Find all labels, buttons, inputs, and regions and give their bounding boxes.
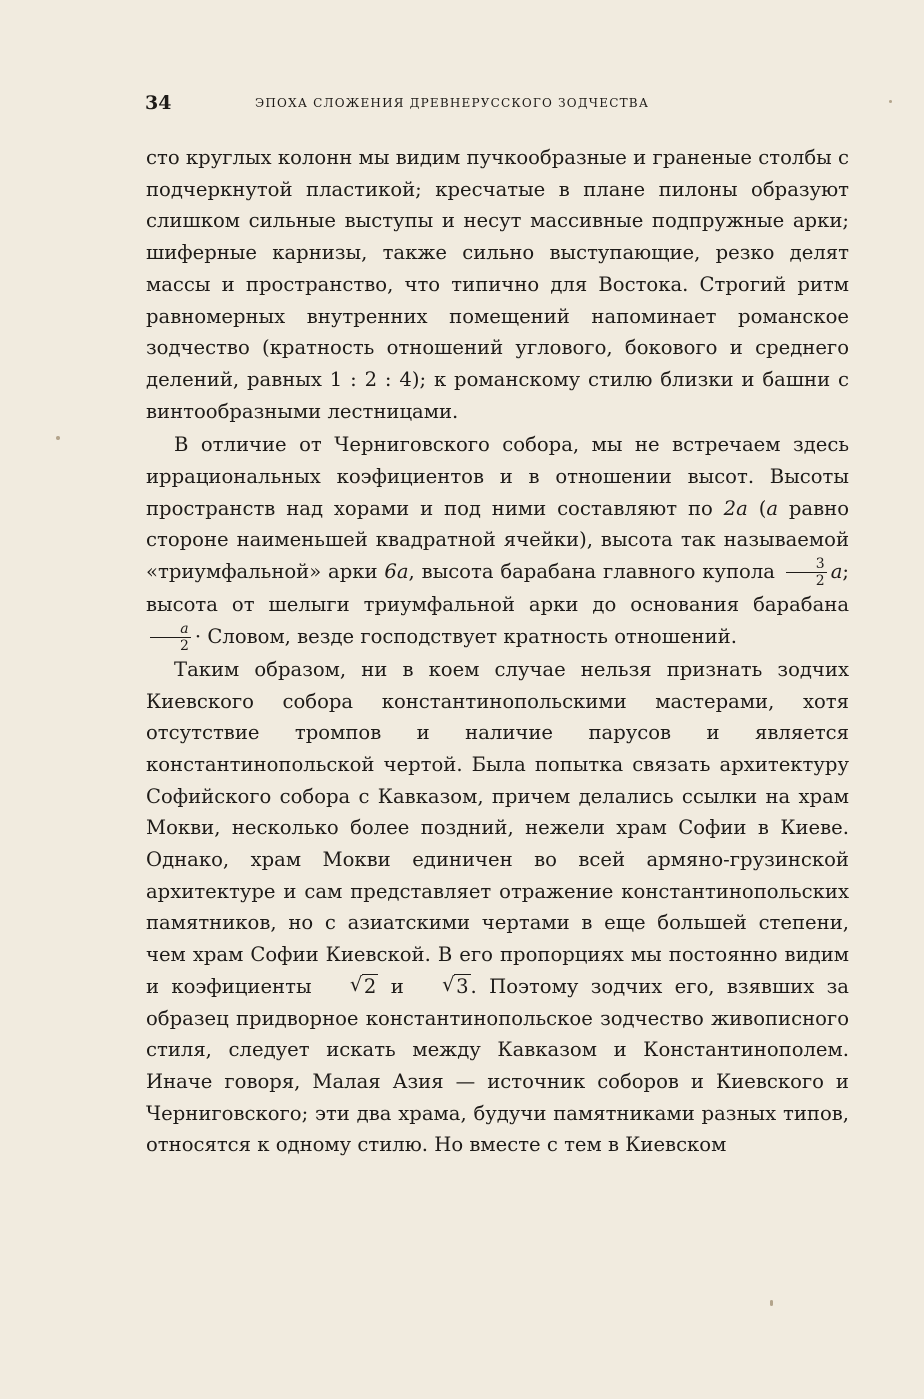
paragraph-2-text-start: В отличие от Черниговского собора, мы не встречаем здесь иррациональных коэфициентов и в отношении высот. Высоты пространств над хорами и под ними составляют по [146, 433, 849, 520]
paragraph-2-text-mid: равно стороне наименьшей квадратной ячейки), высота так называемой «триумфальной» арки [146, 496, 850, 584]
paper-speck [889, 100, 892, 103]
paragraph-2-text-end: · Словом, везде господствует кратность отношений. [194, 624, 737, 648]
sqrt-3-radicand: 3 [456, 974, 469, 998]
paper-speck [770, 1300, 773, 1306]
paper-speck [56, 436, 60, 440]
paragraph-2-text-barabana: , высота барабана главного купола [408, 560, 782, 584]
paragraph-1: сто круглых колонн мы видим пучкообразные и граненые столбы с подчеркнутой пластикой; кресчатые в плане пилоны образуют слишком сильные выступы и несут массивные подпружные арки; шиферные карнизы, также сильно выступающие, резко делят массы и пространство, что типично для Востока. Строгий ритм равномерных внутренних помещений напоминает романское зодчество (кратность отношений углового, бокового и среднего делений, равных 1 : 2 : 4); к романскому стилю близки и башни с винтообразными лестницами. [146, 146, 849, 423]
fraction-2-denominator: 2 [180, 637, 189, 654]
body-text [146, 142, 849, 1161]
fraction-1-denominator: 2 [815, 573, 825, 590]
paragraph-2-text-after-frac1: ; высота от шелыги триумфальной арки до основания барабана [146, 560, 849, 617]
fraction-2-numerator: а [150, 621, 191, 638]
running-head [145, 92, 845, 114]
sqrt-2-symbol [324, 971, 378, 1003]
fraction-1-numerator: 3 [786, 556, 827, 573]
paragraph-3 [146, 654, 849, 1161]
paragraph-2 [146, 429, 849, 654]
value-6a: 6а [384, 560, 409, 584]
fraction-a-halves [150, 621, 191, 654]
page-number: 34 [145, 92, 172, 114]
sqrt-2-radicand: 2 [363, 974, 377, 998]
paragraph-3-text-start: Таким образом, ни в коем случае нельзя признать зодчих Киевского собора константинопольскими мастерами, хотя отсутствие тромпов и наличие парусов и является константинопольской чертой. Была попытка связать архитектуру Софийского собора с Кавказом, причем делались ссылки на храм Мокви, несколько более поздний, нежели храм Софии в Киеве. Однако, храм Мокви единичен во всей армяно-грузинской архитектуре и сам представляет отражение константинопольских памятников, но с азиатскими чертами в еще большей степени, чем храм Софии Киевской. В его пропорциях мы постоянно видим и коэфициенты [146, 657, 849, 998]
variable-a: а [766, 496, 779, 520]
paragraph-2-paren: ( [747, 496, 767, 520]
fraction-three-halves [786, 556, 827, 589]
paragraph-3-text-end: . Поэтому зодчих его, взявших за образец придворное константинопольское зодчество живописного стиля, следует искать между Кавказом и Константинополем. Иначе говоря, Малая Азия — источник соборов и Киевского и Черниговского; эти два храма, будучи памятниками разных типов, относятся к одному стилю. Но вместе с тем в Киевском [146, 974, 849, 1157]
running-title: ЭПОХА СЛОЖЕНИЯ ДРЕВНЕРУССКОГО ЗОДЧЕСТВА [255, 96, 650, 110]
fraction-1-variable: а [830, 560, 843, 584]
sqrt-3-symbol [416, 971, 470, 1003]
paragraph-3-and: и [378, 974, 417, 998]
value-2a: 2а [723, 496, 748, 520]
